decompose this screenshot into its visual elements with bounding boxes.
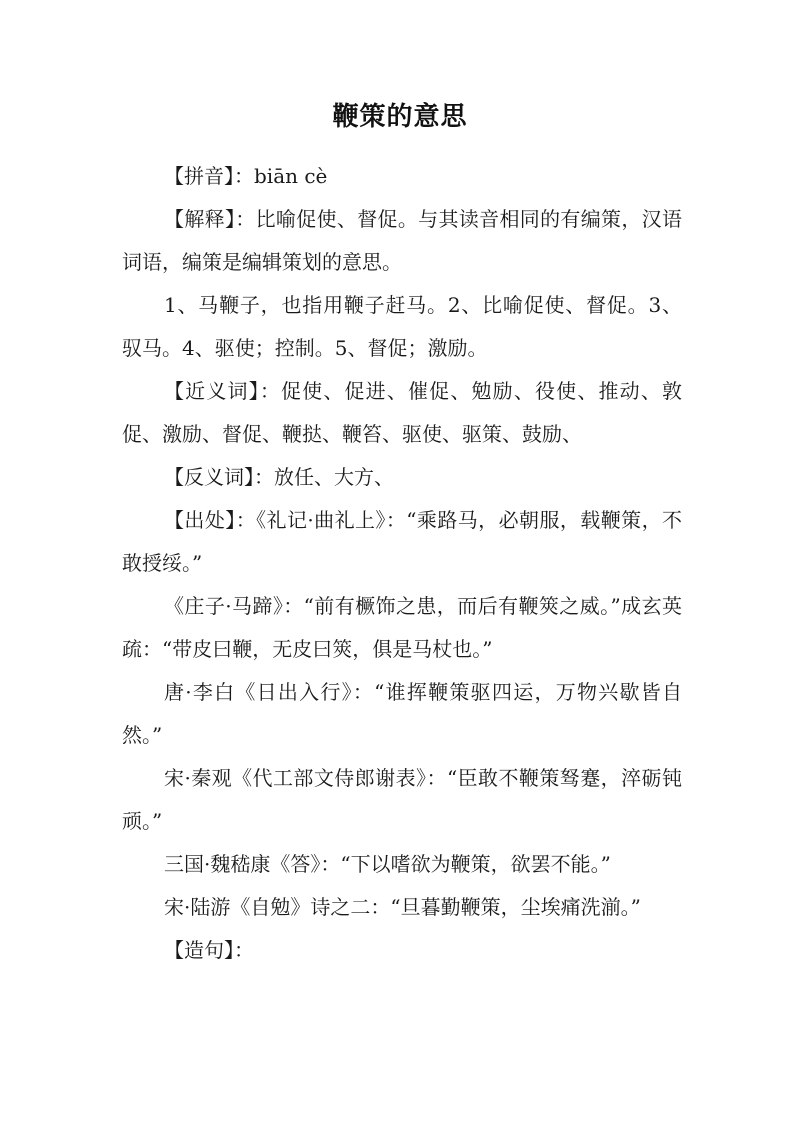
definitions-paragraph: 1、马鞭子，也指用鞭子赶马。2、比喻促使、督促。3、驭马。4、驱使；控制。5、督促；激励。: [122, 293, 682, 360]
page-title: 鞭策的意思: [332, 102, 468, 132]
document-body: [122, 155, 682, 972]
quote-jikang-paragraph: 三国·魏嵇康《答》：“下以嗜欲为鞭策，欲罢不能。”: [164, 852, 611, 876]
example-sentence-heading: 【造句】：: [164, 938, 254, 962]
explanation-paragraph: 【解释】：比喻促使、督促。与其读音相同的有编策，汉语词语，编策是编辑策划的意思。: [122, 207, 682, 274]
synonyms-paragraph: 【近义词】：促使、促进、催促、勉励、役使、推动、敦促、激励、督促、鞭挞、鞭笞、驱使、驱策、鼓励、: [122, 379, 682, 446]
quote-qinguan-paragraph: 宋·秦观《代工部文侍郎谢表》：“臣敢不鞭策驽蹇，淬砺钝顽。”: [122, 766, 682, 833]
antonyms-paragraph: 【反义词】：放任、大方、: [164, 465, 394, 489]
source-paragraph: 【出处】：《礼记·曲礼上》：“乘路马，必朝服，载鞭策，不敢授绥。”: [122, 508, 682, 575]
quote-zhuangzi-paragraph: 《庄子·马蹄》：“前有橛饰之患，而后有鞭筴之威。”成玄英疏：“带皮曰鞭，无皮曰筴，俱是马杖也。”: [122, 594, 682, 661]
quote-luyou-paragraph: 宋·陆游《自勉》诗之二：“旦暮勤鞭策，尘埃痛洗湔。”: [164, 895, 641, 919]
quote-libai-paragraph: 唐·李白《日出入行》：“谁挥鞭策驱四运，万物兴歇皆自然。”: [122, 680, 682, 747]
pinyin-paragraph: 【拼音】：biān cè: [164, 164, 328, 188]
